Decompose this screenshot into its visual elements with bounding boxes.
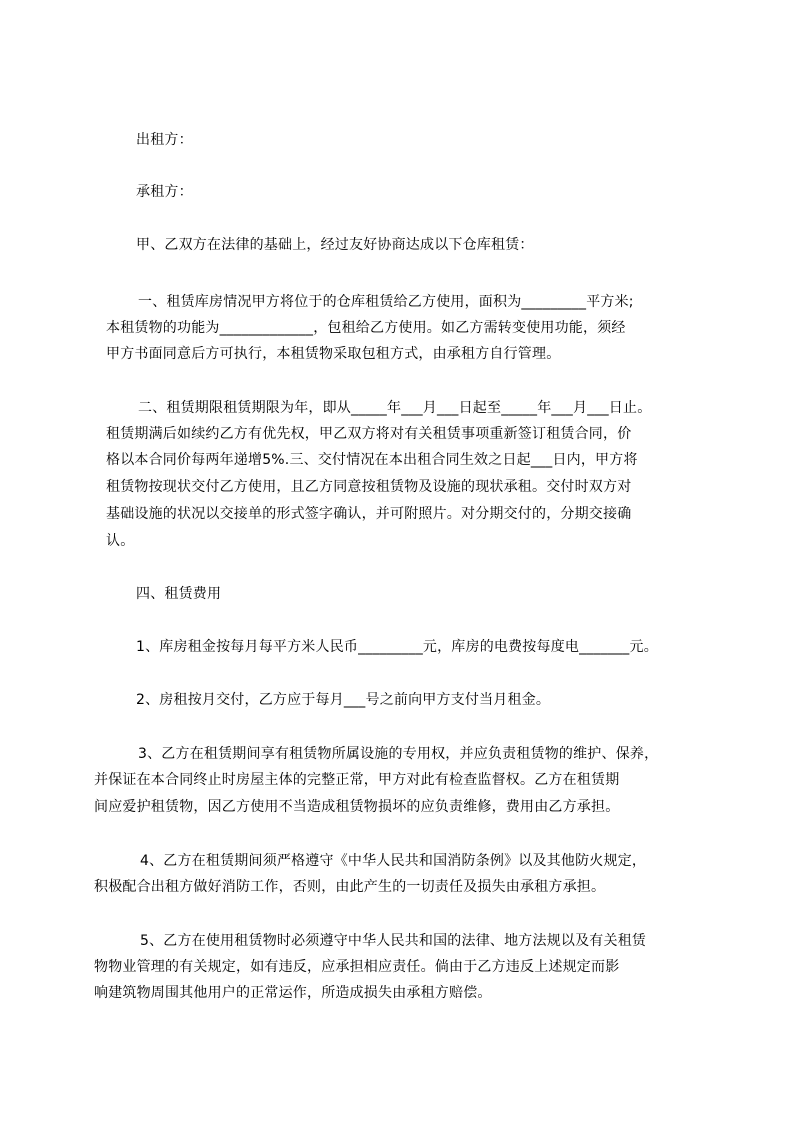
lessor-label: 出租方：: [136, 132, 193, 148]
section2-line: 认。: [106, 533, 135, 549]
fee-item-5-line: 5、乙方在使用租赁物时必须遵守中华人民共和国的法律、地方法规以及有关租赁: [140, 933, 647, 949]
fee-item-3-line: 间应爱护租赁物，因乙方使用不当造成租赁物损坏的应负责维修，费用由乙方承担。: [94, 799, 620, 815]
section2-line: 租赁物按现状交付乙方使用，且乙方同意按租赁物及设施的现状承租。交付时双方对: [106, 479, 632, 495]
preamble-paragraph: 甲、乙双方在法律的基础上，经过友好协商达成以下仓库租赁：: [136, 237, 534, 253]
fee-item-4-line: 积极配合出租方做好消防工作，否则，由此产生的一切责任及损失由承租方承担。: [94, 879, 606, 895]
section1-line: 一、租赁库房情况甲方将位于的仓库租赁给乙方使用，面积为_________平方米;: [138, 294, 634, 310]
section2-line: 基础设施的状况以交接单的形式签字确认，并可附照片。对分期交付的，分期交接确: [106, 506, 632, 522]
fee-item-3-line: 并保证在本合同终止时房屋主体的完整正常，甲方对此有检查监督权。乙方在租赁期: [94, 772, 620, 788]
fee-item-5-line: 物物业管理的有关规定，如有违反，应承担相应责任。倘由于乙方违反上述规定而影: [94, 959, 620, 975]
fee-item-2: 2、房租按月交付，乙方应于每月___号之前向甲方支付当月租金。: [136, 692, 551, 708]
lessee-label: 承租方：: [136, 184, 193, 200]
fee-item-1: 1、库房租金按每月每平方米人民币_________元，库房的电费按每度电_______元。: [136, 639, 658, 655]
section2-line: 格以本合同价每两年递增5%.三、交付情况在本出租合同生效之日起___日内，甲方将: [106, 452, 638, 468]
fee-item-4-line: 4、乙方在租赁期间须严格遵守《中华人民共和国消防条例》以及其他防火规定，: [140, 853, 647, 869]
fee-item-5-line: 响建筑物周围其他用户的正常运作，所造成损失由承租方赔偿。: [94, 985, 492, 1001]
section1-line: 甲方书面同意后方可执行，本租赁物采取包租方式，由承租方自行管理。: [106, 346, 561, 362]
fee-item-3-line: 3、乙方在租赁期间享有租赁物所属设施的专用权，并应负责租赁物的维护、保养，: [138, 746, 659, 762]
section2-line: 二、租赁期限租赁期限为年，即从_____年___月___日起至_____年___月___日止。: [138, 400, 652, 416]
section4-title: 四、租赁费用: [136, 586, 222, 602]
section1-line: 本租赁物的功能为_____________，包租给乙方使用。如乙方需转变使用功能，须经: [106, 320, 626, 336]
section2-line: 租赁期满后如续约乙方有优先权，甲乙双方将对有关租赁事项重新签订租赁合同，价: [106, 426, 632, 442]
